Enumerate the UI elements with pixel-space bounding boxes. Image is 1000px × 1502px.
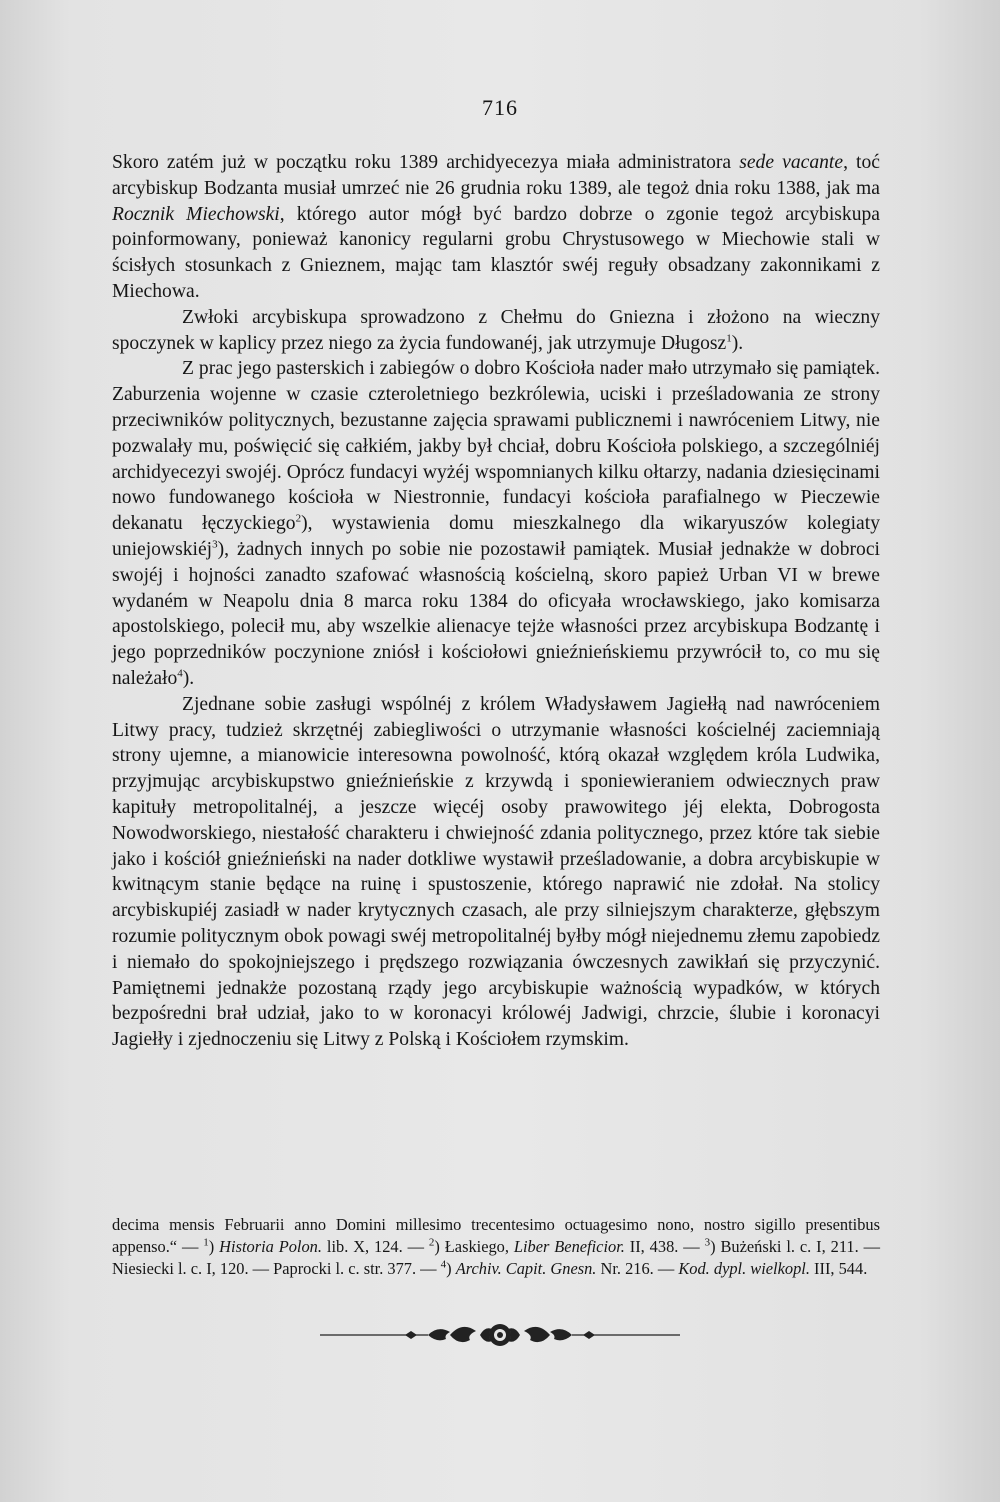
text-run: II, 438. — — [624, 1237, 705, 1256]
text-run: ), żadnych innych po sobie nie pozostawił pamiątek. Musiał jednakże w dobroci swojéj i hojności zanadto szafować własnością kościelną, skoro papież Urban VI w brewe wydaném w Neapolu dnia 8 marca roku 1384 do oficyała wrocławskiego, jako komisarza apostolskiego, polecił mu, aby wszelkie alienacye tejże własności przez arcybiskupa Bodzantę i jego poprzedników poczynione zniósł i kościołowi gnieźnieńskiemu przywrócił to, co mu się należało — [112, 538, 880, 689]
ornament-icon — [310, 1322, 690, 1348]
ornament-divider — [0, 1322, 1000, 1353]
footnote-marker: 4 — [440, 1258, 447, 1271]
text-run: , toć arcybiskup Bodzanta musiał umrzeć nie 26 grudnia roku 1389, ale tegoż dnia roku 1388, jak ma — [112, 152, 880, 199]
text-run: ) — [446, 1259, 456, 1278]
italic-text: Kod. dypl. wielkopl. — [678, 1259, 810, 1278]
text-run: ) Bużeński l. c. I, 211. — Niesiecki l. c. I, 120. — Paprocki l. c. str. 377. — — [112, 1237, 881, 1278]
paragraph — [112, 692, 880, 1053]
text-run: , którego autor mógł być bardzo dobrze o zgonie tegoż arcybiskupa poinformowany, ponieważ kanonicy regularni grobu Chrystusowego w Miechowie stali w ścisłych stosunkach z Gnieznem, mając tam klasztór swéj reguły obsadzany zakonnikami z Miechowa. — [112, 203, 880, 302]
italic-text: Rocznik Miechowski — [112, 203, 280, 225]
footnote-marker: 3 — [212, 538, 218, 551]
footnote-marker: 2 — [428, 1236, 435, 1249]
paragraph — [112, 356, 880, 691]
text-run: lib. X, 124. — — [321, 1237, 429, 1256]
text-run: ) — [208, 1237, 220, 1256]
footnote-marker: 4 — [177, 667, 183, 680]
text-run: Nr. 216. — — [596, 1259, 679, 1278]
text-run: ) Łaskiego, — [434, 1237, 514, 1256]
text-run: ), wystawienia domu mieszkalnego dla wikaryuszów kolegiaty uniejowskiéj — [112, 513, 880, 560]
footnote-marker: 3 — [704, 1236, 711, 1249]
footnote-marker: 1 — [726, 332, 732, 345]
footnote-marker: 2 — [295, 512, 302, 525]
page-number: 716 — [482, 95, 518, 120]
text-run: ). — [182, 667, 195, 689]
text-run: Zwłoki arcybiskupa sprowadzono z Chełmu do Gniezna i złożono na wieczny spoczynek w kaplicy przez niego za życia fundowanéj, jak utrzymuje Długosz — [112, 306, 880, 354]
italic-text: Liber Beneficior. — [513, 1237, 625, 1256]
text-run: decima mensis Februarii anno Domini millesimo trecentesimo octuagesimo nono, nostro sigillo presentibus appenso.“ — — [112, 1215, 880, 1256]
footnote-paragraph — [112, 1214, 880, 1280]
footnote-marker: 1 — [203, 1236, 209, 1249]
text-run: Skoro zatém już w początku roku 1389 archidyecezya miała administratora — [112, 152, 740, 173]
text-run: Zjednane sobie zasługi wspólnéj z królem Władysławem Jagiełłą nad nawróceniem Litwy pracy, tudzież skrzętnéj zabiegliwości o utrzymanie własności kościelnéj zaciemniają strony ujemne, a mianowicie interesowna powolność, którą okazał względem króla Ludwika, przyjmując arcybiskupstwo gnieźnieńskie z krzywdą i sponiewieraniem odwiecznych praw kapituły metropolitalnéj, a jeszcze więcéj osoby prawowitego jéj elekta, Dobrogosta Nowodworskiego, niestałość charakteru i chwiejność zdania politycznego, przez które tak siebie jako i kościół gnieźnieński na nader dotkliwe wystawił prześladowanie, a dobra arcybiskupie w kwitnącym stanie będące na ruinę i spustoszenie, którego naprawić nie zdołał. Na stolicy arcybiskupiéj zasiadł w nader krytycznych czasach, ale przy silniejszym charakterze, głębszym rozumie politycznym obok powagi swéj metropolitalnéj byłby mógł niejednemu złemu zapobiedz i niemało do spokojniejszego i prędszego rozwiązania ówczesnych zawikłań się przyczynić. Pamiętnemi jednakże pozostaną rządy jego arcybiskupie ważnością wypadków, w których bezpośredni brał udział, jako to w koronacyi królowéj Jadwigi, chrzcie, ślubie i koronacyi Jagiełły i zjednoczeniu się Litwy z Polską i Kościołem rzymskim. — [112, 693, 880, 1051]
text-run: Z prac jego pasterskich i zabiegów o dobro Kościoła nader mało utrzymało się pamiątek. Zaburzenia wojenne w czasie czteroletniego bezkrólewia, uciski i prześladowania ze strony przeciwników politycznych, bezustanne zajęcia sprawami publicznemi i nawróceniem Litwy, nie pozwalały mu, poświęcić się całkiém, jakby był chciał, dobru Kościoła polskiego, a szczególniéj archidyecezyi swojéj. Oprócz fundacyi wyżéj wspomnianych kilku ołtarzy, nadania dziesięcinami nowo fundowanego kościoła w Niestronnie, fundacyi kościoła parafialnego w Pieczewie dekanatu łęczyckiego — [112, 358, 880, 535]
main-text — [112, 150, 880, 1053]
paragraph — [112, 305, 880, 357]
text-run: III, 544. — [809, 1259, 868, 1278]
footnotes — [112, 1214, 880, 1280]
text-run: ). — [731, 332, 744, 354]
paragraph — [112, 150, 880, 305]
italic-text: Archiv. Capit. Gnesn. — [455, 1259, 597, 1278]
italic-text: sede vacante — [739, 152, 844, 173]
italic-text: Historia Polon. — [219, 1237, 322, 1256]
